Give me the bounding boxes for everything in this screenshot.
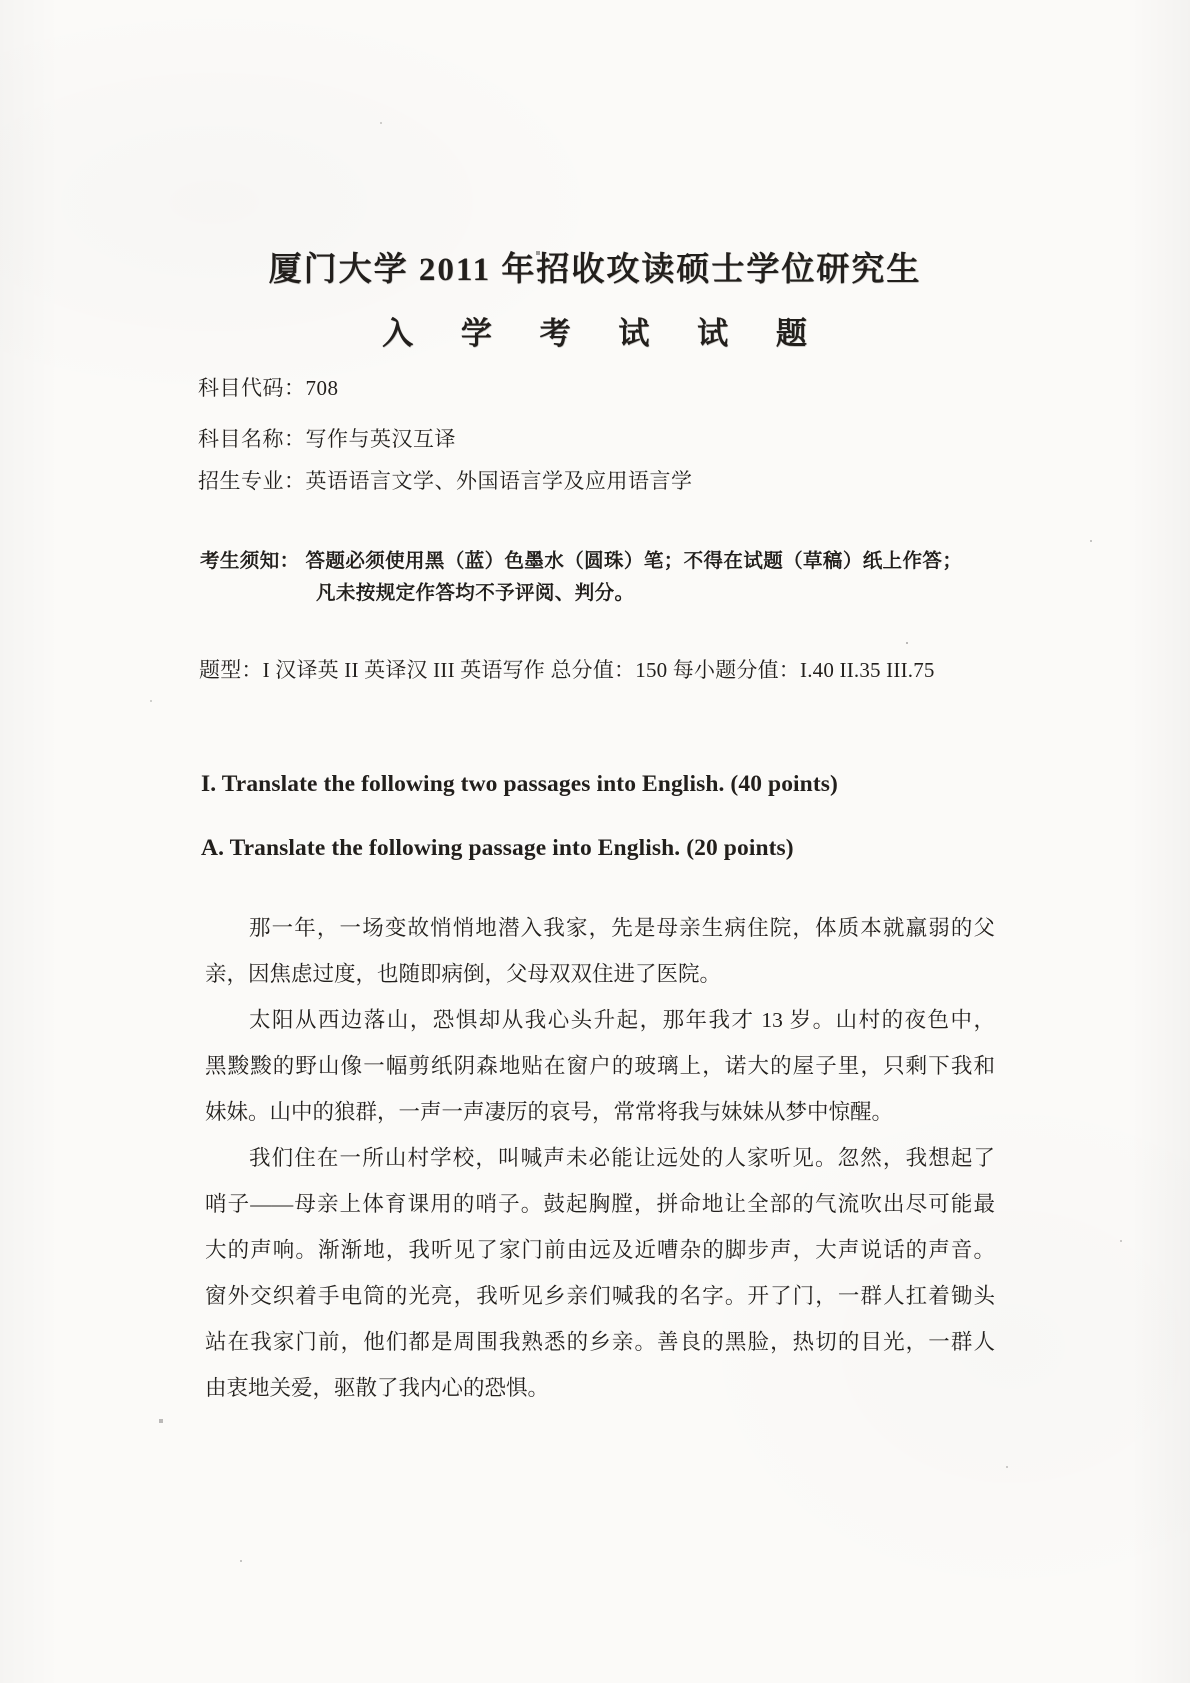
subject-code-row: [198, 372, 339, 402]
passage-line: 由衷地关爱，驱散了我内心的恐惧。: [205, 1376, 550, 1400]
passage-line: 太阳从西边落山，恐惧却从我心头升起，那年我才 13 岁。山村的夜色中，: [249, 1008, 995, 1032]
exam-title-line2: 入 学 考 试 试 题: [382, 316, 808, 351]
section-i-heading: I. Translate the following two passages into English. (40 points): [201, 771, 838, 797]
passage-line: 那一年，一场变故悄悄地潜入我家，先是母亲生病住院，体质本就羸弱的父: [249, 916, 995, 940]
passage-line: 站在我家门前，他们都是周围我熟悉的乡亲。善良的黑脸，热切的目光，一群人: [205, 1330, 995, 1354]
subject-name-value: 写作与英汉互译: [305, 427, 456, 451]
passage-line: 哨子——母亲上体育课用的哨子。鼓起胸膛，拼命地让全部的气流吹出尽可能最: [205, 1192, 995, 1216]
exam-title-line1: 厦门大学 2011 年招收攻读硕士学位研究生: [268, 252, 922, 288]
subject-name-label: 科目名称：: [198, 427, 306, 451]
passage-line: 亲，因焦虑过度，也随即病倒，父母双双住进了医院。: [205, 962, 722, 986]
subject-name-row: [198, 423, 456, 453]
passage-line: 妹妹。山中的狼群，一声一声凄厉的哀号，常常将我与妹妹从梦中惊醒。: [205, 1100, 894, 1124]
candidate-notice-line1: [200, 545, 1060, 573]
passage-line: 窗外交织着手电筒的光亮，我听见乡亲们喊我的名字。开了门，一群人扛着锄头: [205, 1284, 995, 1308]
passage-line: 大的声响。渐渐地，我听见了家门前由远及近嘈杂的脚步声，大声说话的声音。: [205, 1238, 995, 1262]
subject-code-value: 708: [305, 376, 339, 400]
admission-major-label: 招生专业：: [198, 469, 306, 493]
candidate-notice-line2: 凡未按规定作答均不予评阅、判分。: [316, 583, 635, 604]
admission-major-row: [198, 465, 693, 495]
scan-noise-specks: [0, 0, 2, 2]
candidate-notice-text: 答题必须使用黑（蓝）色墨水（圆珠）笔；不得在试题（草稿）纸上作答；: [305, 551, 963, 572]
candidate-notice-label: 考生须知：: [200, 551, 300, 572]
admission-major-value: 英语语言文学、外国语言学及应用语言学: [305, 469, 693, 493]
question-types-scoring-line: 题型：I 汉译英 II 英译汉 III 英语写作 总分值：150 每小题分值：I.40 II.35 III.75: [199, 658, 935, 682]
passage-line: 我们住在一所山村学校，叫喊声未必能让远处的人家听见。忽然，我想起了: [249, 1146, 995, 1170]
translation-passage: [205, 905, 995, 1411]
section-a-heading: A. Translate the following passage into English. (20 points): [201, 835, 794, 861]
passage-line: 黑黢黢的野山像一幅剪纸阴森地贴在窗户的玻璃上，诺大的屋子里，只剩下我和: [205, 1054, 995, 1078]
subject-code-label: 科目代码：: [198, 376, 306, 400]
